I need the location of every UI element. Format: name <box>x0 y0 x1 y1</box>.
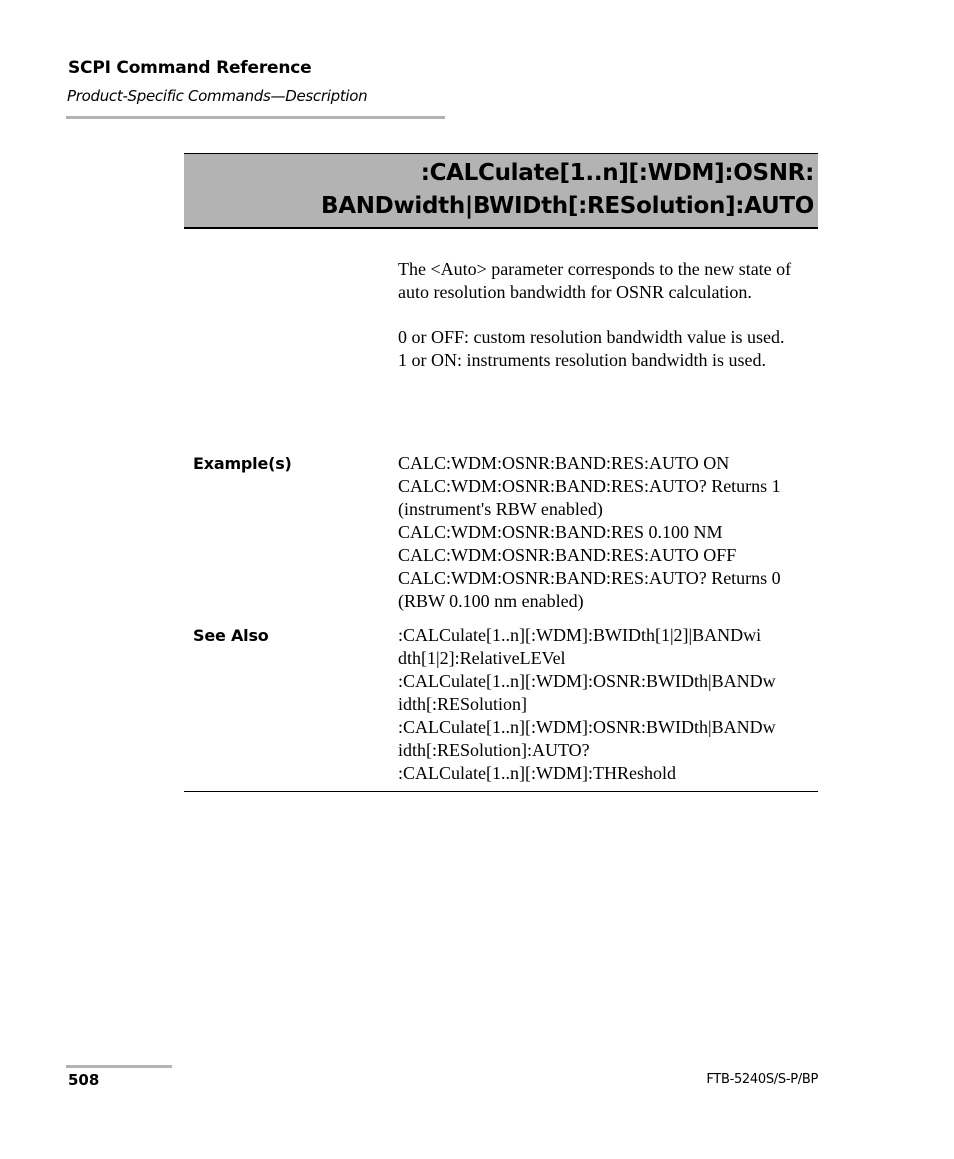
section-bottom-divider <box>184 791 818 792</box>
command-title-line-2: BANDwidth|BWIDth[:RESolution]:AUTO <box>320 193 814 219</box>
example-line: (instrument's RBW enabled) <box>398 499 603 519</box>
page-number: 508 <box>68 1071 100 1089</box>
examples-label: Example(s) <box>193 454 292 473</box>
see-also-line: :CALCulate[1..n][:WDM]:OSNR:BWIDth|BANDw <box>398 671 776 691</box>
description-off-value: 0 or OFF: custom resolution bandwidth value is used. <box>398 327 785 347</box>
see-also-line: dth[1|2]:RelativeLEVel <box>398 648 566 668</box>
see-also-line: :CALCulate[1..n][:WDM]:THReshold <box>398 763 676 783</box>
description-paragraph: The <Auto> parameter corresponds to the new state of auto resolution bandwidth for OSNR calculation. <box>398 259 792 302</box>
example-line: CALC:WDM:OSNR:BAND:RES:AUTO? Returns 0 <box>398 568 781 588</box>
parameter-description <box>398 258 818 372</box>
example-line: CALC:WDM:OSNR:BAND:RES:AUTO ON <box>398 453 730 473</box>
see-also-list <box>398 624 818 785</box>
see-also-label: See Also <box>193 626 269 645</box>
example-line: (RBW 0.100 nm enabled) <box>398 591 584 611</box>
see-also-line: idth[:RESolution] <box>398 694 528 714</box>
see-also-line: :CALCulate[1..n][:WDM]:BWIDth[1|2]|BANDwi <box>398 625 762 645</box>
see-also-line: idth[:RESolution]:AUTO? <box>398 740 590 760</box>
section-title: SCPI Command Reference <box>68 58 312 78</box>
example-line: CALC:WDM:OSNR:BAND:RES 0.100 NM <box>398 522 723 542</box>
description-on-value: 1 or ON: instruments resolution bandwidth is used. <box>398 350 766 370</box>
header-divider <box>66 116 445 119</box>
footer-divider <box>66 1065 172 1068</box>
product-code: FTB-5240S/S-P/BP <box>706 1072 818 1087</box>
section-subtitle: Product-Specific Commands—Description <box>67 87 368 105</box>
examples-list <box>398 452 818 613</box>
command-title-box <box>184 153 818 229</box>
example-line: CALC:WDM:OSNR:BAND:RES:AUTO OFF <box>398 545 737 565</box>
command-title-line-1: :CALCulate[1..n][:WDM]:OSNR: <box>420 160 814 186</box>
example-line: CALC:WDM:OSNR:BAND:RES:AUTO? Returns 1 <box>398 476 781 496</box>
see-also-line: :CALCulate[1..n][:WDM]:OSNR:BWIDth|BANDw <box>398 717 776 737</box>
